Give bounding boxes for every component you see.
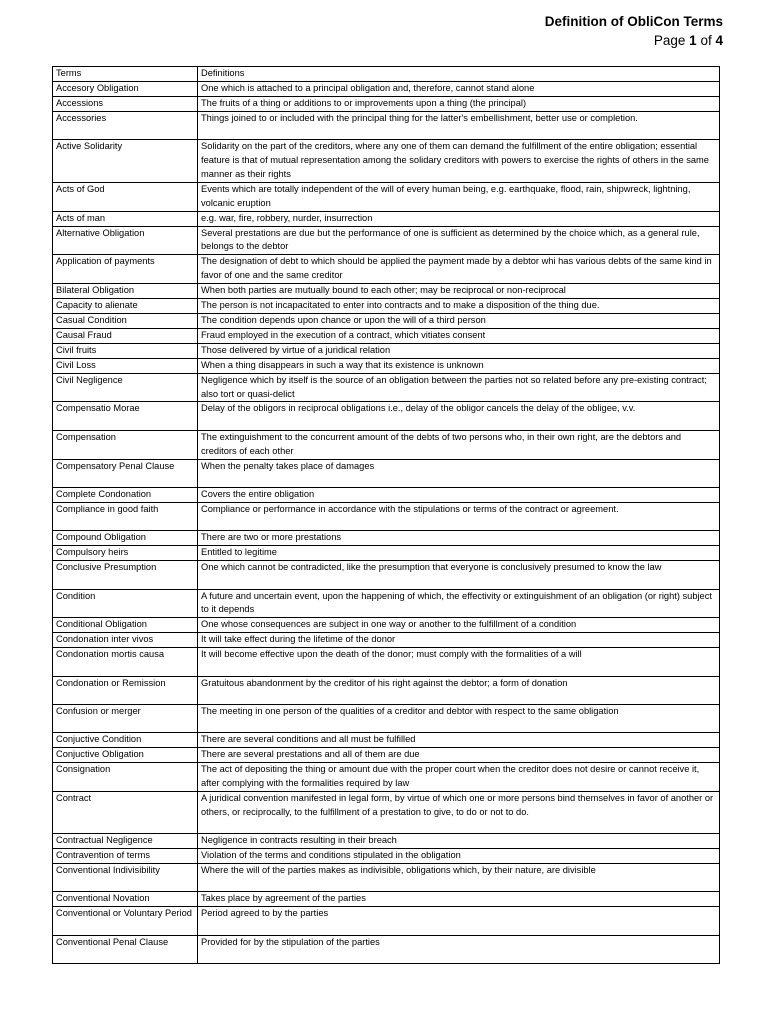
term-cell: Contractual Negligence	[53, 834, 198, 849]
definition-cell: The extinguishment to the concurrent amount of the debts of two persons who, in their own right, are the debtors and creditors of each other	[198, 430, 720, 459]
term-cell: Casual Condition	[53, 313, 198, 328]
term-cell: Conjuctive Obligation	[53, 748, 198, 763]
term-cell: Conventional Penal Clause	[53, 935, 198, 963]
term-cell: Condition	[53, 589, 198, 618]
definition-cell: The act of depositing the thing or amount due with the proper court when the creditor does not desire or cannot receive it, after complying with the formalities required by law	[198, 763, 720, 792]
table-row	[53, 892, 720, 907]
page-header	[545, 12, 723, 50]
table-row	[53, 546, 720, 561]
term-cell: Contract	[53, 791, 198, 833]
definition-cell: Provided for by the stipulation of the parties	[198, 935, 720, 963]
term-cell: Compound Obligation	[53, 531, 198, 546]
definition-cell: There are several prestations and all of them are due	[198, 748, 720, 763]
table-row	[53, 226, 720, 255]
term-cell: Acts of man	[53, 211, 198, 226]
term-cell: Compensatio Morae	[53, 402, 198, 430]
definition-cell: The person is not incapacitated to enter into contracts and to make a disposition of the thing due.	[198, 299, 720, 314]
definition-cell: Covers the entire obligation	[198, 488, 720, 503]
term-cell: Accessories	[53, 111, 198, 139]
definition-cell: Violation of the terms and conditions stipulated in the obligation	[198, 849, 720, 864]
term-cell: Compulsory heirs	[53, 546, 198, 561]
table-row	[53, 313, 720, 328]
table-row	[53, 459, 720, 487]
definition-cell: The fruits of a thing or additions to or improvements upon a thing (the principal)	[198, 96, 720, 111]
term-cell: Accessions	[53, 96, 198, 111]
term-cell: Conventional or Voluntary Period	[53, 907, 198, 935]
definition-cell: The condition depends upon chance or upon the will of a third person	[198, 313, 720, 328]
definition-cell: There are two or more prestations	[198, 531, 720, 546]
term-cell: Active Solidarity	[53, 140, 198, 183]
definition-cell: Several prestations are due but the performance of one is sufficient as determined by the choice which, as a general rule, belongs to the debtor	[198, 226, 720, 255]
table-row	[53, 676, 720, 704]
table-row	[53, 373, 720, 402]
table-row	[53, 704, 720, 732]
table-row	[53, 748, 720, 763]
table-row	[53, 358, 720, 373]
definition-cell: Events which are totally independent of the will of every human being, e.g. earthquake, flood, rain, shipwreck, lightning, volcanic eruption	[198, 182, 720, 211]
table-header-row	[53, 67, 720, 82]
table-row	[53, 935, 720, 963]
column-header-definitions: Definitions	[198, 67, 720, 82]
term-cell: Capacity to alienate	[53, 299, 198, 314]
definition-cell: Takes place by agreement of the parties	[198, 892, 720, 907]
table-row	[53, 502, 720, 530]
terms-table	[52, 66, 720, 964]
term-cell: Consignation	[53, 763, 198, 792]
table-row	[53, 763, 720, 792]
definition-cell: It will become effective upon the death of the donor; must comply with the formalities of a will	[198, 648, 720, 676]
term-cell: Acts of God	[53, 182, 198, 211]
table-row	[53, 299, 720, 314]
definition-cell: When both parties are mutually bound to each other; may be reciprocal or non-reciprocal	[198, 284, 720, 299]
term-cell: Condonation mortis causa	[53, 648, 198, 676]
definition-cell: Those delivered by virtue of a juridical relation	[198, 343, 720, 358]
term-cell: Condonation or Remission	[53, 676, 198, 704]
term-cell: Causal Fraud	[53, 328, 198, 343]
definition-cell: Period agreed to by the parties	[198, 907, 720, 935]
term-cell: Civil Negligence	[53, 373, 198, 402]
definition-cell: A future and uncertain event, upon the happening of which, the effectivity or extinguishment of an obligation (or right) subject to it depends	[198, 589, 720, 618]
term-cell: Civil Loss	[53, 358, 198, 373]
table-body	[53, 81, 720, 963]
table-row	[53, 430, 720, 459]
table-row	[53, 733, 720, 748]
definition-cell: Where the will of the parties makes as indivisible, obligations which, by their nature, are divisible	[198, 864, 720, 892]
column-header-terms: Terms	[53, 67, 198, 82]
table-row	[53, 618, 720, 633]
definition-cell: Gratuitous abandonment by the creditor of his right against the debtor; a form of donation	[198, 676, 720, 704]
definition-cell: Solidarity on the part of the creditors, where any one of them can demand the fulfillment of the entire obligation; essential feature is that of mutual representation among the solidary creditors with powers to exercise the rights of others in the same manner as their rights	[198, 140, 720, 183]
page-current: 1	[689, 33, 697, 48]
term-cell: Condonation inter vivos	[53, 633, 198, 648]
table-row	[53, 140, 720, 183]
term-cell: Alternative Obligation	[53, 226, 198, 255]
definition-cell: A juridical convention manifested in legal form, by virtue of which one or more persons bind themselves in favor of another or others, or reciprocally, to the fulfillment of a prestation to give, to do or not to do.	[198, 791, 720, 833]
term-cell: Compensation	[53, 430, 198, 459]
table-row	[53, 111, 720, 139]
page-number	[545, 31, 723, 50]
table-row	[53, 648, 720, 676]
term-cell: Civil fruits	[53, 343, 198, 358]
term-cell: Confusion or merger	[53, 704, 198, 732]
definition-cell: One whose consequences are subject in one way or another to the fulfillment of a condition	[198, 618, 720, 633]
term-cell: Conjuctive Condition	[53, 733, 198, 748]
term-cell: Conclusive Presumption	[53, 561, 198, 589]
definition-cell: The meeting in one person of the qualities of a creditor and debtor with respect to the same obligation	[198, 704, 720, 732]
table-row	[53, 488, 720, 503]
table-row	[53, 561, 720, 589]
table-row	[53, 864, 720, 892]
definition-cell: e.g. war, fire, robbery, nurder, insurrection	[198, 211, 720, 226]
table-row	[53, 255, 720, 284]
definition-cell: Fraud employed in the execution of a contract, which vitiates consent	[198, 328, 720, 343]
table-row	[53, 531, 720, 546]
table-row	[53, 907, 720, 935]
definition-cell: It will take effect during the lifetime of the donor	[198, 633, 720, 648]
page-label: Page	[653, 33, 686, 48]
term-cell: Accesory Obligation	[53, 81, 198, 96]
definition-cell: Compliance or performance in accordance with the stipulations or terms of the contract or agreement.	[198, 502, 720, 530]
document-title: Definition of ObliCon Terms	[544, 14, 723, 29]
definition-cell: The designation of debt to which should be applied the payment made by a debtor whi has various debts of the same kind in favor of one and the same creditor	[198, 255, 720, 284]
definition-cell: There are several conditions and all must be fulfilled	[198, 733, 720, 748]
table-row	[53, 96, 720, 111]
table-row	[53, 182, 720, 211]
table-row	[53, 633, 720, 648]
table-row	[53, 849, 720, 864]
term-cell: Compensatory Penal Clause	[53, 459, 198, 487]
table-row	[53, 791, 720, 833]
table-row	[53, 343, 720, 358]
table-row	[53, 284, 720, 299]
term-cell: Complete Condonation	[53, 488, 198, 503]
term-cell: Conventional Novation	[53, 892, 198, 907]
definition-cell: Entitled to legitime	[198, 546, 720, 561]
table-row	[53, 589, 720, 618]
table-row	[53, 402, 720, 430]
definition-cell: One which is attached to a principal obligation and, therefore, cannot stand alone	[198, 81, 720, 96]
term-cell: Compliance in good faith	[53, 502, 198, 530]
definition-cell: Negligence which by itself is the source of an obligation between the parties not so related before any pre-existing contract; also tort or quasi-delict	[198, 373, 720, 402]
table-row	[53, 81, 720, 96]
definition-cell: One which cannot be contradicted, like the presumption that everyone is conclusively presumed to know the law	[198, 561, 720, 589]
definition-cell: Things joined to or included with the principal thing for the latter's embellishment, better use or completion.	[198, 111, 720, 139]
term-cell: Conditional Obligation	[53, 618, 198, 633]
definition-cell: When the penalty takes place of damages	[198, 459, 720, 487]
definition-cell: Delay of the obligors in reciprocal obligations i.e., delay of the obligor cancels the delay of the obligee, v.v.	[198, 402, 720, 430]
page-of: of	[700, 33, 712, 48]
term-cell: Contravention of terms	[53, 849, 198, 864]
table-row	[53, 328, 720, 343]
term-cell: Bilateral Obligation	[53, 284, 198, 299]
term-cell: Application of payments	[53, 255, 198, 284]
table-row	[53, 834, 720, 849]
table-row	[53, 211, 720, 226]
definition-cell: When a thing disappears in such a way that its existence is unknown	[198, 358, 720, 373]
definition-cell: Negligence in contracts resulting in their breach	[198, 834, 720, 849]
term-cell: Conventional Indivisibility	[53, 864, 198, 892]
page-total: 4	[715, 33, 723, 48]
